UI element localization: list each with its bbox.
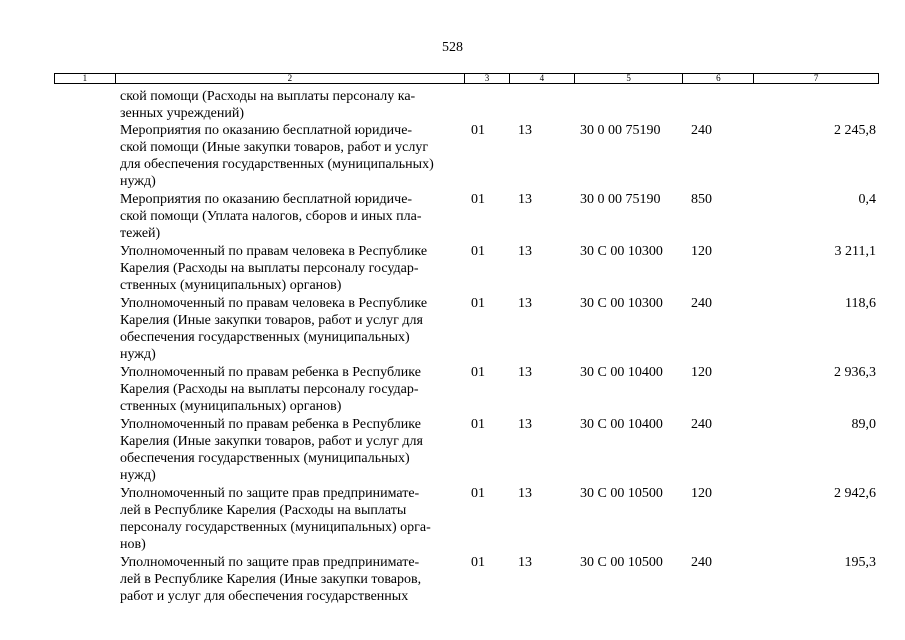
row-subsection: 13	[518, 123, 532, 138]
row-amount: 3 211,1	[834, 244, 876, 259]
row-amount: 2 936,3	[834, 365, 876, 380]
row-amount: 118,6	[845, 296, 876, 311]
row-expense-type: 120	[691, 244, 712, 259]
row-target-code: 30 0 00 75190	[580, 192, 661, 207]
row-expense-type: 240	[691, 296, 712, 311]
row-expense-type: 850	[691, 192, 712, 207]
column-header-3: 3	[465, 74, 510, 83]
row-section: 01	[471, 555, 485, 570]
row-section: 01	[471, 123, 485, 138]
column-header-1: 1	[55, 74, 116, 83]
row-amount: 2 942,6	[834, 486, 876, 501]
row-target-code: 30 С 00 10400	[580, 417, 663, 432]
row-section: 01	[471, 192, 485, 207]
row-subsection: 13	[518, 244, 532, 259]
row-section: 01	[471, 296, 485, 311]
row-subsection: 13	[518, 417, 532, 432]
row-target-code: 30 С 00 10300	[580, 296, 663, 311]
row-subsection: 13	[518, 486, 532, 501]
row-name: Уполномоченный по правам человека в Республике Карелия (Расходы на выплаты персоналу государ- ственных (муниципальных) органов)	[120, 244, 428, 293]
row-amount: 2 245,8	[834, 123, 876, 138]
row-section: 01	[471, 417, 485, 432]
row-name: Мероприятия по оказанию бесплатной юридиче- ской помощи (Уплата налогов, сборов и иных пла- тежей)	[120, 192, 422, 241]
row-name: Уполномоченный по правам ребенка в Республике Карелия (Иные закупки товаров, работ и услуг для обеспечения государственных (муниципальных) нужд)	[120, 417, 423, 483]
column-header-5: 5	[575, 74, 684, 83]
row-name: ской помощи (Расходы на выплаты персоналу ка- зенных учреждений)	[120, 89, 416, 121]
column-header-2: 2	[116, 74, 465, 83]
row-expense-type: 240	[691, 417, 712, 432]
row-target-code: 30 С 00 10500	[580, 486, 663, 501]
row-target-code: 30 С 00 10300	[580, 244, 663, 259]
row-subsection: 13	[518, 365, 532, 380]
column-header-7: 7	[813, 73, 819, 83]
row-amount: 195,3	[844, 555, 876, 570]
row-expense-type: 120	[691, 365, 712, 380]
row-expense-type: 240	[691, 555, 712, 570]
row-expense-type: 120	[691, 486, 712, 501]
row-name: Уполномоченный по защите прав предпринимате- лей в Республике Карелия (Расходы на выплаты персоналу государственных (муниципальных) орга- нов)	[120, 486, 431, 552]
row-target-code: 30 С 00 10500	[580, 555, 663, 570]
row-subsection: 13	[518, 192, 532, 207]
row-name: Мероприятия по оказанию бесплатной юридиче- ской помощи (Иные закупки товаров, работ и услуг для обеспечения государственных (муниципальных) нужд)	[120, 123, 434, 189]
column-header-4: 4	[510, 74, 575, 83]
row-subsection: 13	[518, 296, 532, 311]
row-amount: 89,0	[851, 417, 876, 432]
row-name: Уполномоченный по правам человека в Республике Карелия (Иные закупки товаров, работ и услуг для обеспечения государственных (муниципальных) нужд)	[120, 296, 428, 362]
column-header-6: 6	[683, 74, 754, 83]
row-expense-type: 240	[691, 123, 712, 138]
page-number: 528	[442, 40, 463, 55]
row-target-code: 30 0 00 75190	[580, 123, 661, 138]
row-name: Уполномоченный по защите прав предпринимате- лей в Республике Карелия (Иные закупки товаров, работ и услуг для обеспечения государственных	[120, 555, 422, 604]
row-section: 01	[471, 486, 485, 501]
table-header	[54, 73, 879, 84]
row-name: Уполномоченный по правам ребенка в Республике Карелия (Расходы на выплаты персоналу государ- ственных (муниципальных) органов)	[120, 365, 421, 414]
row-section: 01	[471, 244, 485, 259]
row-section: 01	[471, 365, 485, 380]
row-amount: 0,4	[858, 192, 876, 207]
row-target-code: 30 С 00 10400	[580, 365, 663, 380]
row-subsection: 13	[518, 555, 532, 570]
